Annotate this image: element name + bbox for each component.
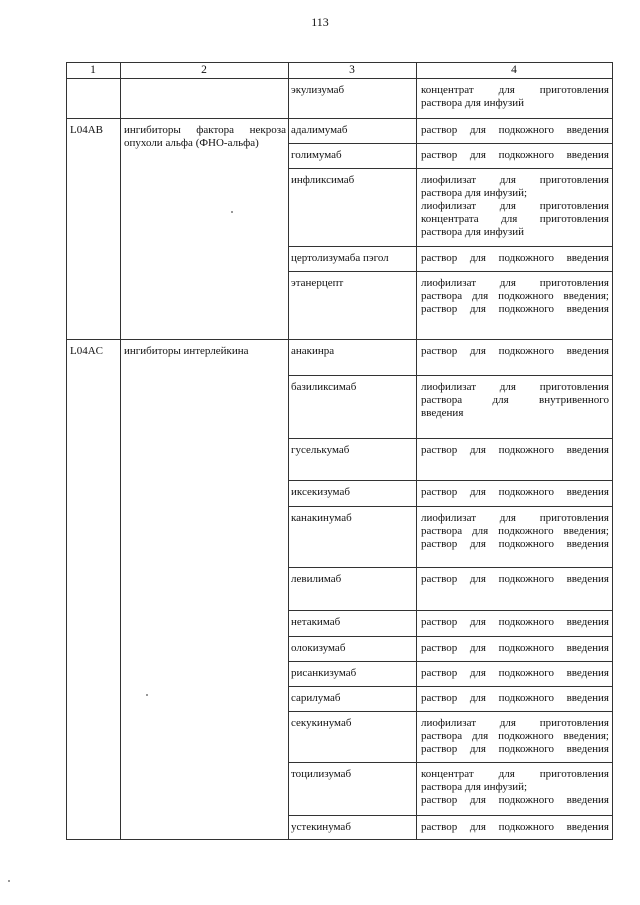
page-number: 113	[311, 15, 329, 29]
drug-name: секукинумаб	[291, 717, 352, 729]
dosage-form-line: лиофилизат для приготовления	[421, 277, 609, 289]
drug-name: анакинра	[291, 345, 335, 357]
dosage-form	[421, 642, 609, 655]
drug-name: базиликсимаб	[291, 381, 357, 393]
dosage-form-line: раствор для подкожного введения	[421, 444, 609, 456]
dosage-form-line: раствор для подкожного введения	[421, 303, 609, 315]
row-border-partial	[288, 168, 613, 169]
row-border-full	[66, 118, 613, 119]
dosage-form-line: лиофилизат для приготовления	[421, 717, 609, 729]
drug-name: гуселькумаб	[291, 444, 350, 456]
dosage-form-line: раствор для подкожного введения	[421, 743, 609, 755]
dosage-form	[421, 149, 609, 162]
drug-name: устекинумаб	[291, 821, 351, 833]
row-border-partial	[288, 506, 613, 507]
dosage-form	[421, 667, 609, 680]
dosage-form	[421, 444, 609, 457]
dosage-form-line: раствор для подкожного введения	[421, 486, 609, 498]
row-border-partial	[288, 686, 613, 687]
dosage-form	[421, 124, 609, 137]
dosage-form	[421, 512, 609, 551]
atc-code-l04ac: L04AC	[70, 345, 103, 357]
column-header-2: 2	[201, 64, 207, 76]
scan-speck	[8, 880, 10, 882]
drug-name: левилимаб	[291, 573, 342, 585]
drug-name: экулизумаб	[291, 84, 345, 96]
drug-name: сарилумаб	[291, 692, 341, 704]
dosage-form-line: раствора для внутривенного	[421, 394, 609, 406]
dosage-form-line: лиофилизат для приготовления	[421, 381, 609, 393]
dosage-form-line: раствор для подкожного введения	[421, 573, 609, 585]
dosage-form-line: раствор для подкожного введения	[421, 538, 609, 550]
dosage-form-line: раствора для инфузий;	[421, 187, 528, 199]
dosage-form-line: раствор для подкожного введения	[421, 252, 609, 264]
dosage-form	[421, 692, 609, 705]
column-border-1	[120, 62, 121, 839]
dosage-form-line: концентрат для приготовления	[421, 768, 609, 780]
dosage-form-line: концентрат для приготовления	[421, 84, 609, 96]
column-border-3	[416, 62, 417, 839]
row-border-partial	[288, 375, 613, 376]
row-border-partial	[288, 711, 613, 712]
dosage-form-line: раствора для подкожного введения;	[421, 525, 609, 537]
table-bottom-border	[66, 839, 613, 840]
column-header-1: 1	[90, 64, 96, 76]
row-border-partial	[288, 567, 613, 568]
dosage-form-line: концентрата для приготовления	[421, 213, 609, 225]
dosage-form-line: раствор для подкожного введения	[421, 692, 609, 704]
dosage-form	[421, 717, 609, 756]
drug-name: цертолизумаба пэгол	[291, 252, 389, 264]
column-border-0	[66, 62, 67, 839]
dosage-form-line: раствора для инфузий	[421, 97, 524, 109]
dosage-form-line: раствор для подкожного введения	[421, 794, 609, 806]
drug-name: канакинумаб	[291, 512, 352, 524]
dosage-form-line: лиофилизат для приготовления	[421, 174, 609, 186]
dosage-form	[421, 277, 609, 316]
column-border-4	[612, 62, 613, 839]
dosage-form	[421, 486, 609, 499]
dosage-form-line: раствор для подкожного введения	[421, 124, 609, 136]
row-border-full	[66, 62, 613, 63]
row-border-full	[66, 339, 613, 340]
dosage-form-line: лиофилизат для приготовления	[421, 200, 609, 212]
dosage-form-line: раствора для инфузий;	[421, 781, 528, 793]
dosage-form-line: раствор для подкожного введения	[421, 616, 609, 628]
drug-name: олокизумаб	[291, 642, 346, 654]
dosage-form	[421, 345, 609, 358]
dosage-form-line: раствора для инфузий	[421, 226, 524, 238]
dosage-form-line: раствор для подкожного введения	[421, 149, 609, 161]
row-border-partial	[288, 661, 613, 662]
drug-name: голимумаб	[291, 149, 342, 161]
row-border-partial	[288, 143, 613, 144]
dosage-form	[421, 616, 609, 629]
drug-name: этанерцепт	[291, 277, 344, 289]
row-border-partial	[288, 480, 613, 481]
dosage-form-line: лиофилизат для приготовления	[421, 512, 609, 524]
dosage-form	[421, 252, 609, 265]
dosage-form-line: раствора для подкожного введения;	[421, 290, 609, 302]
dosage-form	[421, 573, 609, 586]
drug-name: адалимумаб	[291, 124, 348, 136]
column-header-4: 4	[511, 64, 517, 76]
drug-name: нетакимаб	[291, 616, 341, 628]
column-header-3: 3	[349, 64, 355, 76]
row-border-partial	[288, 246, 613, 247]
row-border-partial	[288, 610, 613, 611]
row-border-full	[66, 78, 613, 79]
group-name-l04ab: ингибиторы фактора некроза опухоли альфа (ФНО-альфа)	[124, 124, 286, 149]
scan-speck	[146, 694, 148, 696]
row-border-partial	[288, 271, 613, 272]
dosage-form-line: раствор для подкожного введения	[421, 667, 609, 679]
group-name-l04ac: ингибиторы интерлейкина	[124, 345, 249, 357]
scan-speck	[231, 211, 233, 213]
drug-name: инфликсимаб	[291, 174, 355, 186]
dosage-form-line: раствор для подкожного введения	[421, 345, 609, 357]
dosage-form	[421, 768, 609, 807]
atc-code-l04ab: L04AB	[70, 124, 103, 136]
row-border-partial	[288, 636, 613, 637]
row-border-partial	[288, 438, 613, 439]
row-border-partial	[288, 762, 613, 763]
row-border-partial	[288, 815, 613, 816]
drug-name: рисанкизумаб	[291, 667, 357, 679]
dosage-form-line: раствор для подкожного введения	[421, 821, 609, 833]
dosage-form-line: раствор для подкожного введения	[421, 642, 609, 654]
drug-name: иксекизумаб	[291, 486, 350, 498]
dosage-form	[421, 174, 609, 239]
column-border-2	[288, 62, 289, 839]
dosage-form-line: раствора для подкожного введения;	[421, 730, 609, 742]
drug-name: тоцилизумаб	[291, 768, 352, 780]
dosage-form	[421, 84, 609, 110]
dosage-form	[421, 821, 609, 834]
dosage-form-line: введения	[421, 407, 464, 419]
dosage-form	[421, 381, 609, 420]
